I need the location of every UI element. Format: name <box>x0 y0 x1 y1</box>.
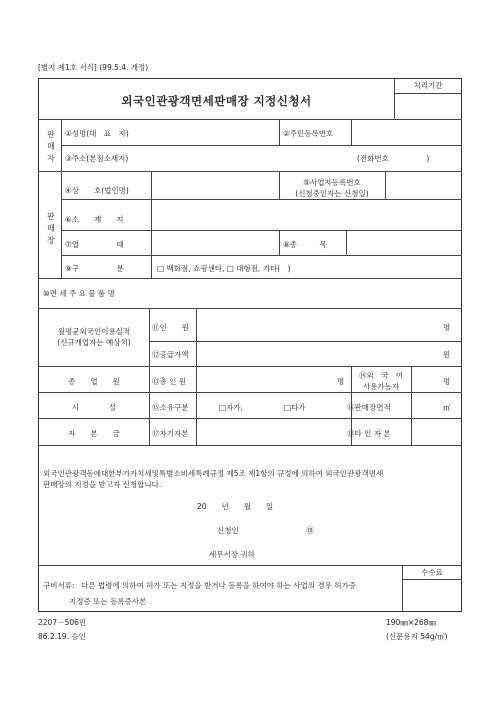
statement-line1: 외국인관광객등에대한부가가치세및특별소비세특례규정 제5조 제1항의 규정에 의하여 외국인관광객면세 <box>43 469 384 478</box>
phone-label: (전화번호 ) <box>357 154 430 163</box>
foreign-lang-unit: 명 <box>443 377 451 386</box>
persons-unit: 명 <box>443 323 451 332</box>
application-form <box>38 78 462 612</box>
form-header-note: [별지 제1호 서식] (99.5.4. 개정) <box>38 63 149 72</box>
processing-period-label: 처리기간 <box>413 81 443 90</box>
own-capital-label: ⑰자기자본 <box>152 429 189 438</box>
paper-size: 190㎜×268㎜ <box>386 618 436 627</box>
area-label: ⑯판매장면적 <box>347 403 391 412</box>
attachments-label: 구비서류: <box>43 581 75 590</box>
main-items-label: ⑩면 세 주 요 물 품 명 <box>43 289 115 298</box>
address-label: ③주소(본점소재지) <box>65 154 129 163</box>
form-title: 외국인관광객면세판매장 지정신청서 <box>121 94 312 108</box>
paper-type: (신문용지 54g/㎡) <box>386 632 448 641</box>
item-label: ⑧종 목 <box>283 240 327 249</box>
monthly-label-line1: 월평균외국인이용실적 <box>57 327 131 336</box>
fee-label: 수수료 <box>421 568 443 577</box>
own-option[interactable]: □자가, <box>219 403 243 412</box>
ownership-label: ⑮소유구분 <box>152 403 189 412</box>
facility-label: 시 설 <box>71 403 117 412</box>
persons-label: ⑪인 원 <box>152 323 189 332</box>
approval-date: 86.2.19. 승인 <box>38 632 86 641</box>
seller-group-label: 판매자 <box>47 130 55 163</box>
monthly-label-line2: (신규개업자는 예상치) <box>57 338 131 347</box>
form-number: 2207－506민 <box>38 618 87 627</box>
foreign-lang-line1: ⑭외 국 어 <box>358 371 404 380</box>
biz-no-note: (신청중인자는 신청일) <box>295 189 369 198</box>
supply-label: ⑫공급가액 <box>152 350 189 359</box>
trade-name-label: ④상 호(법인명) <box>65 186 129 195</box>
attachments-line1: 다른 법령에 의하여 허가 또는 지정을 받거나 등록을 하여야 하는 사업의 경우 허가증 <box>81 581 356 590</box>
application-date: 20 년 월 일 <box>197 502 274 511</box>
category-options: □ 백화점, 쇼핑센타, □ 대형점, 기타( ) <box>157 264 291 273</box>
employees-label: 종 업 원 <box>68 377 120 386</box>
supply-unit: 원 <box>443 350 451 359</box>
other-capital-label: ⑱타 인 자 본 <box>347 429 391 438</box>
name-label: ①성명(대 표 자) <box>65 129 129 138</box>
store-group-label: 판매장 <box>47 212 55 245</box>
category-label: ⑨구 분 <box>65 264 124 273</box>
area-unit: ㎡ <box>443 403 451 412</box>
applicant-signature: 신청인 ㊞ <box>217 526 314 535</box>
resident-no-label: ②주민등록번호 <box>283 129 334 138</box>
capital-label: 자 본 금 <box>68 429 120 438</box>
total-employees-label: ⑬총 인 원 <box>152 377 187 386</box>
biz-no-label: ⑤사업자등록번호 <box>303 178 361 187</box>
business-type-label: ⑦업 태 <box>65 240 124 249</box>
recipient: 세무서장 귀하 <box>209 550 255 559</box>
location-label: ⑥소 재 지 <box>65 215 124 224</box>
other-option[interactable]: □타가 <box>284 403 306 412</box>
attachments-line2: 지정증 또는 등록증사본 <box>69 597 147 606</box>
total-employees-unit: 명 <box>337 377 345 386</box>
statement-line2: 판매장의 지정을 받고자 신청합니다. <box>43 480 162 489</box>
foreign-lang-line2: 사용가능자 <box>362 382 400 391</box>
